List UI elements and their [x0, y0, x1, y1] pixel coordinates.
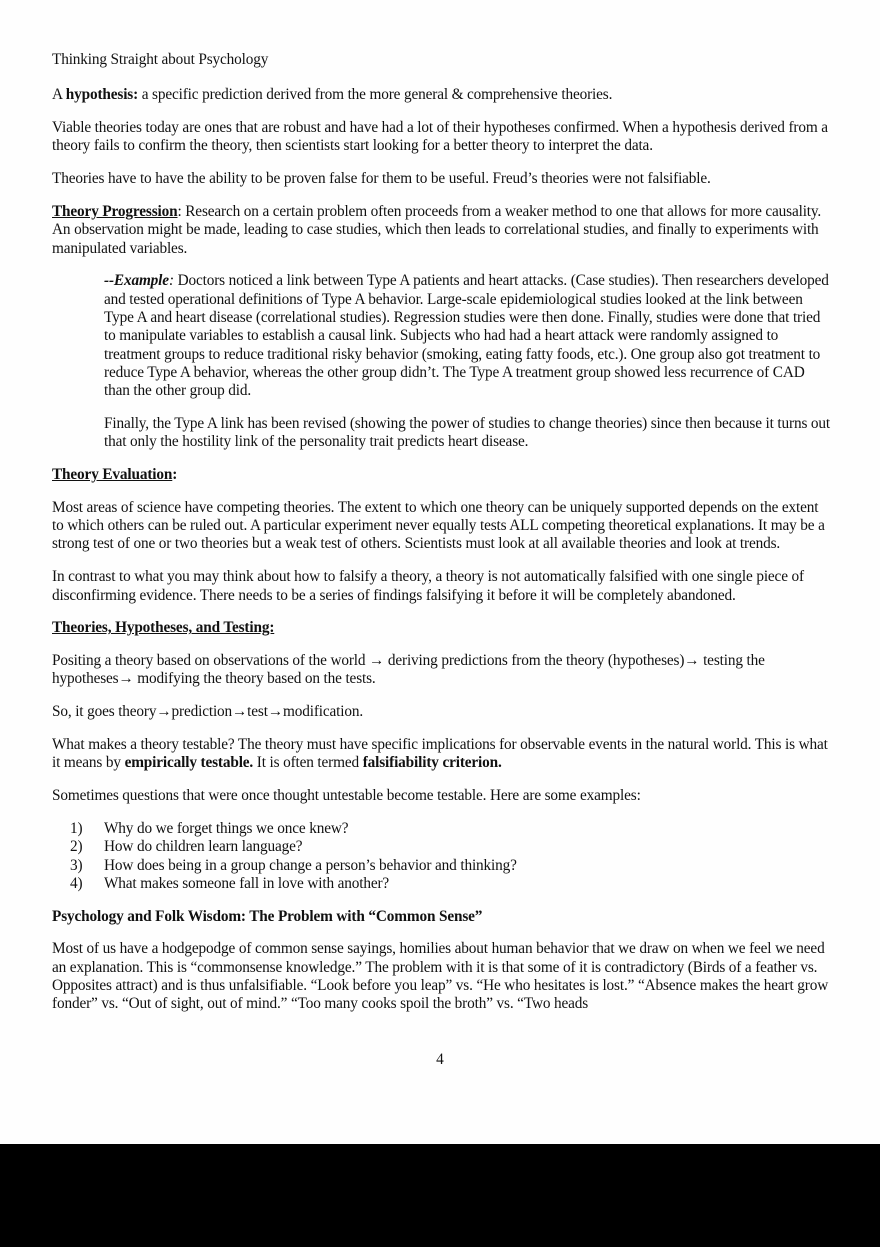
hypothesis-prefix: A	[52, 86, 66, 104]
example-text: Doctors noticed a link between Type A patients and heart attacks. (Case studies). Then researchers developed and tested operational definitions of Type A behavior. Large-scale epidemiological studies looked at the link between Type A and heart disease (correlational studies). Regression studies were then done. Finally, studies were done that tried to manipulate variables to establish a causal link. Subjects who had had a heart attack were randomly assigned to treatment groups to reduce traditional risky behavior (smoking, eating fatty foods, etc.). One group also got treatment to reduce Type A behavior, whereas the other group didn’t. The Type A treatment group showed less recurrence of CAD than the other group did.	[104, 272, 829, 400]
list-number: 1)	[70, 819, 83, 837]
theories-testing-heading-text: Theories, Hypotheses, and Testing:	[52, 619, 275, 637]
competing-theories-paragraph: Most areas of science have competing theories. The extent to which one theory can be uniquely supported depends on the extent to which others can be ruled out. A particular experiment never equally tests ALL competing theoretical explanations. It may be a strong test of one or two theories but a weak test of others. Scientists must look at all available theories and look at trends.	[52, 498, 825, 553]
finally-paragraph: Finally, the Type A link has been revised (showing the power of studies to change theories) since then because it turns out that only the hostility link of the personality trait predicts heart disease.	[104, 414, 831, 451]
viable-theories-paragraph: Viable theories today are ones that are robust and have had a lot of their hypotheses confirmed. When a hypothesis derived from a theory fails to confirm the theory, then scientists start looking for a better theory to interpret the data.	[52, 119, 828, 155]
testable-text-1: What makes a theory testable? The theory must have specific implications for observable events in the natural world. This is what it means by	[52, 736, 828, 772]
list-number: 3)	[70, 856, 83, 874]
testable-paragraph	[52, 736, 832, 773]
list-text: What makes someone fall in love with another?	[104, 874, 390, 892]
positing-paragraph: Positing a theory based on observations of the world → deriving predictions from the theory (hypotheses)→ testing the hypotheses→ modifying the theory based on the tests.	[52, 652, 765, 688]
theory-progression-text: : Research on a certain problem often proceeds from a weaker method to one that allows for more causality. An observation might be made, leading to case studies, which then leads to correlational studies, and finally to experiments with manipulated variables.	[52, 202, 822, 257]
theories-testing-heading	[52, 619, 832, 637]
example-colon: :	[168, 272, 174, 290]
list-text: How do children learn language?	[104, 838, 303, 856]
folk-wisdom-heading	[52, 908, 832, 926]
page-number: 4	[436, 1051, 444, 1068]
list-text: Why do we forget things we once knew?	[104, 819, 349, 837]
example-paragraph	[104, 272, 832, 400]
theory-evaluation-colon: :	[172, 466, 178, 484]
list-item	[52, 838, 832, 856]
falsify-contrast-paragraph: In contrast to what you may think about how to falsify a theory, a theory is not automatically falsified with one single piece of disconfirming evidence. There needs to be a series of findings falsifying it before it will be completely abandoned.	[52, 568, 804, 604]
so-it-goes-paragraph: So, it goes theory→prediction→test→modification.	[52, 703, 364, 721]
list-item	[52, 875, 832, 893]
list-text: How does being in a group change a person’s behavior and thinking?	[104, 856, 517, 874]
black-bar	[0, 1144, 880, 1247]
sometimes-paragraph: Sometimes questions that were once thought untestable become testable. Here are some examples:	[52, 787, 641, 805]
list-number: 2)	[70, 838, 83, 856]
document-title: Thinking Straight about Psychology	[52, 51, 269, 68]
theory-progression-paragraph	[52, 203, 832, 258]
list-item	[52, 857, 832, 875]
theory-evaluation-heading	[52, 466, 832, 484]
falsifiability-criterion-term: falsifiability criterion.	[362, 754, 502, 772]
hypothesis-term: hypothesis:	[65, 86, 139, 104]
page-content	[52, 51, 832, 1014]
theory-progression-heading: Theory Progression	[52, 202, 178, 220]
example-label: --Example	[104, 272, 169, 290]
testable-text-2: It is often termed	[253, 754, 363, 772]
theory-evaluation-heading-text: Theory Evaluation	[52, 466, 173, 484]
falsifiable-paragraph: Theories have to have the ability to be proven false for them to be useful. Freud’s theories were not falsifiable.	[52, 170, 711, 188]
list-item	[52, 820, 832, 838]
empirically-testable-term: empirically testable.	[124, 754, 254, 772]
examples-list	[52, 820, 832, 893]
hypothesis-text: a specific prediction derived from the more general & comprehensive theories.	[138, 86, 613, 104]
list-number: 4)	[70, 874, 83, 892]
hypothesis-definition	[52, 86, 832, 104]
folk-wisdom-heading-text: Psychology and Folk Wisdom: The Problem with “Common Sense”	[52, 907, 483, 925]
folk-wisdom-paragraph: Most of us have a hodgepodge of common sense sayings, homilies about human behavior that we draw on when we feel we need an explanation. This is “commonsense knowledge.” The problem with it is that some of it is contradictory (Birds of a feather vs. Opposites attract) and is thus unfalsifiable. “Look before you leap” vs. “He who hesitates is lost.” “Absence makes the heart grow fonder” vs. “Out of sight, out of mind.” “Too many cooks spoil the broth” vs. “Two heads	[52, 940, 829, 1013]
